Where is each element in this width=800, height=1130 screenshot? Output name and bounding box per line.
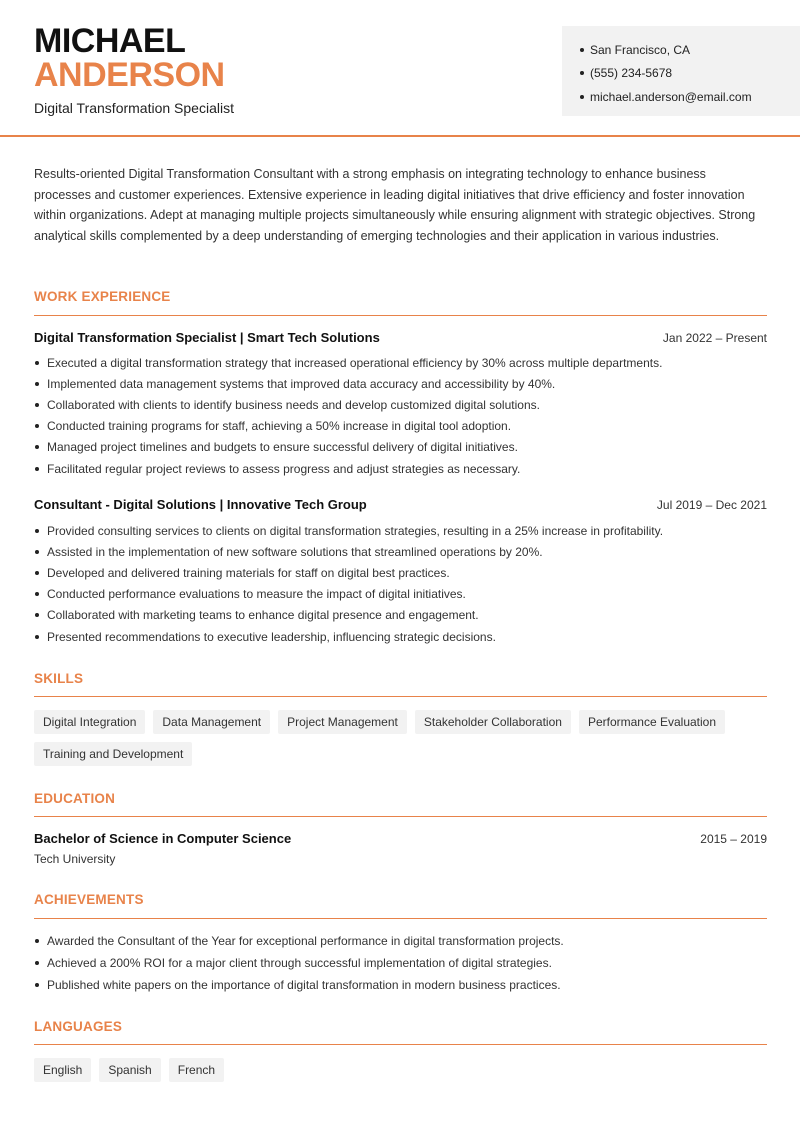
- list-item-text: Published white papers on the importance of digital transformation in modern business practices.: [47, 978, 561, 992]
- contact-location-text: San Francisco, CA: [590, 42, 691, 57]
- list-item: [34, 626, 767, 647]
- bullet-icon: [35, 403, 39, 407]
- bullet-icon: [580, 95, 584, 99]
- education-school: Tech University: [34, 852, 116, 866]
- job-2-dates: Jul 2019 – Dec 2021: [656, 498, 767, 512]
- work-experience-heading: WORK EXPERIENCE: [34, 289, 171, 304]
- skill-chip: Digital Integration: [34, 710, 145, 734]
- list-item: [34, 605, 767, 626]
- education-dates: 2015 – 2019: [700, 832, 767, 846]
- skills-heading: SKILLS: [34, 671, 84, 686]
- list-item-text: Awarded the Consultant of the Year for exceptional performance in digital transformation projects.: [47, 934, 564, 948]
- list-item-text: Collaborated with clients to identify business needs and develop customized digital solutions.: [47, 397, 540, 412]
- list-item-text: Managed project timelines and budgets to ensure successful delivery of digital initiatives.: [47, 440, 518, 455]
- skills-list: [34, 710, 767, 766]
- contact-phone: [580, 62, 800, 86]
- languages-heading: LANGUAGES: [34, 1019, 123, 1034]
- list-item: [34, 352, 767, 373]
- section-divider: [34, 1044, 767, 1045]
- list-item: [34, 930, 767, 952]
- contact-phone-text: (555) 234-5678: [590, 66, 673, 81]
- contact-box: [562, 26, 800, 116]
- list-item-text: Presented recommendations to executive leadership, influencing strategic decisions.: [47, 629, 496, 644]
- job-2-header: [34, 497, 767, 512]
- bullet-icon: [35, 635, 39, 639]
- skill-chip: Performance Evaluation: [579, 710, 725, 734]
- bullet-icon: [35, 613, 39, 617]
- summary: Results-oriented Digital Transformation Consultant with a strong emphasis on integrating technology to enhance business processes and customer experiences. Extensive experience in leading digital initiatives that drive efficiency and foster innovation within organizations. Adept at managing multiple projects simultaneously while ensuring alignment with strategic objectives. Strong analytical skills complemented by a deep understanding of emerging technologies and their application in various industries.: [34, 167, 756, 243]
- language-chip: French: [169, 1058, 224, 1082]
- section-divider: [34, 315, 767, 316]
- language-chip: Spanish: [99, 1058, 160, 1082]
- list-item: [34, 437, 767, 458]
- section-divider: [34, 696, 767, 697]
- bullet-icon: [35, 983, 39, 987]
- list-item-text: Collaborated with marketing teams to enhance digital presence and engagement.: [47, 608, 479, 623]
- job-title: Digital Transformation Specialist: [34, 100, 234, 116]
- education-header: [34, 831, 767, 846]
- list-item-text: Developed and delivered training materials for staff on digital best practices.: [47, 565, 450, 580]
- contact-location: [580, 38, 800, 62]
- job-2-bullets: [34, 520, 767, 647]
- job-1-bullets: [34, 352, 767, 479]
- bullet-icon: [35, 571, 39, 575]
- resume-header: [0, 0, 800, 137]
- achievements-list: [34, 930, 767, 996]
- bullet-icon: [35, 361, 39, 365]
- list-item-text: Executed a digital transformation strategy that increased operational efficiency by 30% across multiple departments.: [47, 355, 663, 370]
- job-2-role: Consultant - Digital Solutions | Innovative Tech Group: [34, 497, 367, 512]
- list-item-text: Conducted performance evaluations to measure the impact of digital initiatives.: [47, 587, 466, 602]
- list-item: [34, 394, 767, 415]
- education-heading: EDUCATION: [34, 791, 116, 806]
- education-degree: Bachelor of Science in Computer Science: [34, 831, 292, 846]
- bullet-icon: [580, 71, 584, 75]
- list-item-text: Facilitated regular project reviews to assess progress and adjust strategies as necessary.: [47, 461, 521, 476]
- bullet-icon: [35, 445, 39, 449]
- bullet-icon: [35, 961, 39, 965]
- skill-chip: Training and Development: [34, 742, 192, 766]
- list-item: [34, 974, 767, 996]
- section-divider: [34, 918, 767, 919]
- skill-chip: Stakeholder Collaboration: [415, 710, 571, 734]
- bullet-icon: [35, 424, 39, 428]
- list-item-text: Provided consulting services to clients on digital transformation strategies, resulting in a 25% increase in profitability.: [47, 523, 664, 538]
- list-item-text: Conducted training programs for staff, achieving a 50% increase in digital tool adoption.: [47, 419, 512, 434]
- section-divider: [34, 816, 767, 817]
- list-item: [34, 584, 767, 605]
- list-item-text: Implemented data management systems that improved data accuracy and accessibility by 40%.: [47, 376, 556, 391]
- first-name: MICHAEL: [34, 22, 186, 60]
- list-item: [34, 416, 767, 437]
- job-1-dates: Jan 2022 – Present: [662, 331, 767, 345]
- list-item: [34, 541, 767, 562]
- job-1-role: Digital Transformation Specialist | Smart Tech Solutions: [34, 330, 380, 345]
- skill-chip: Data Management: [153, 710, 270, 734]
- bullet-icon: [580, 48, 584, 52]
- skill-chip: Project Management: [278, 710, 407, 734]
- bullet-icon: [35, 939, 39, 943]
- bullet-icon: [35, 592, 39, 596]
- bullet-icon: [35, 550, 39, 554]
- bullet-icon: [35, 467, 39, 471]
- contact-email: [580, 85, 800, 109]
- list-item-text: Achieved a 200% ROI for a major client through successful implementation of digital strategies.: [47, 956, 552, 970]
- achievements-heading: ACHIEVEMENTS: [34, 892, 144, 907]
- last-name: ANDERSON: [34, 56, 225, 94]
- languages-list: [34, 1058, 767, 1082]
- job-1-header: [34, 330, 767, 345]
- list-item: [34, 373, 767, 394]
- bullet-icon: [35, 529, 39, 533]
- list-item: [34, 562, 767, 583]
- list-item-text: Assisted in the implementation of new software solutions that streamlined operations by 20%.: [47, 544, 543, 559]
- list-item: [34, 458, 767, 479]
- list-item: [34, 520, 767, 541]
- language-chip: English: [34, 1058, 91, 1082]
- bullet-icon: [35, 382, 39, 386]
- list-item: [34, 952, 767, 974]
- contact-email-text: michael.anderson@email.com: [590, 89, 752, 104]
